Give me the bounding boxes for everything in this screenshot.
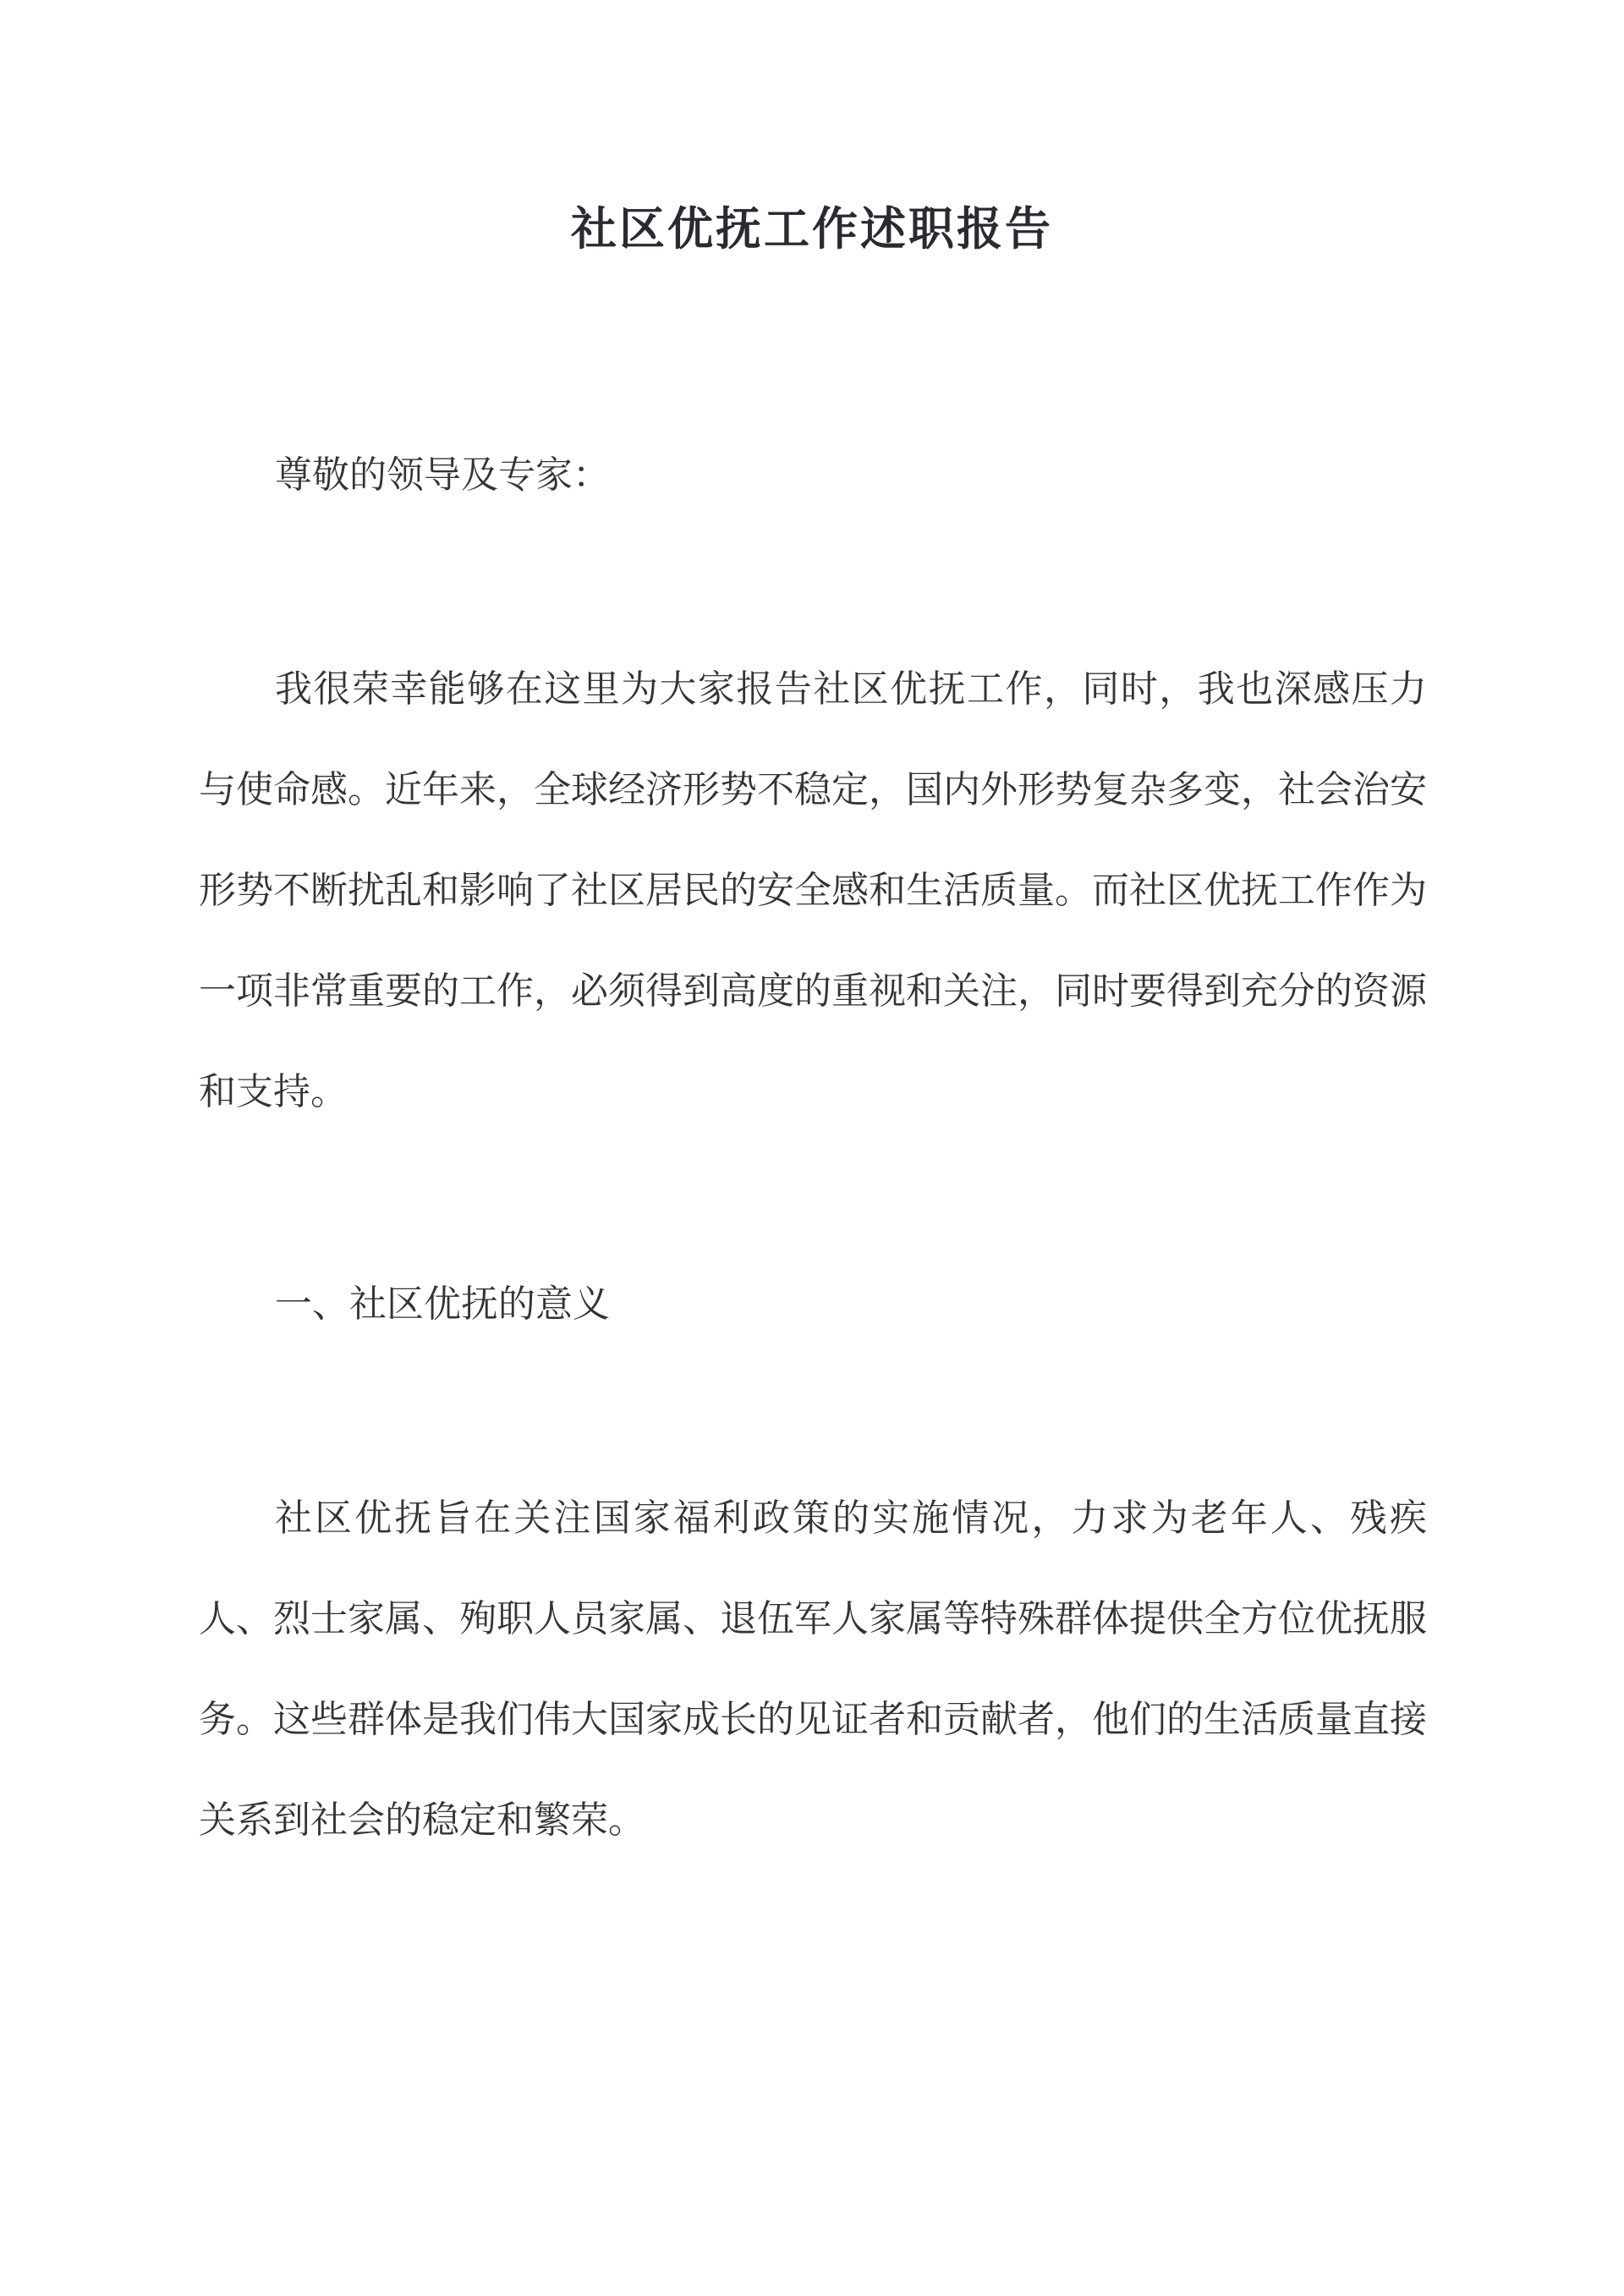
document-title: 社区优抚工作述职报告 — [571, 201, 1053, 255]
salutation: 尊敬的领导及专家： — [275, 453, 610, 497]
section-heading: 一、社区优抚的意义 — [275, 1283, 610, 1326]
section-paragraph: 社区优抚旨在关注国家福利政策的实施情况，力求为老年人、残疾人、烈士家属、殉职人员家属、退伍军人家属等特殊群体提供全方位优抚服务。这些群体是我们伟大国家成长的见证者和贡献者，他们的生活质量直接关系到社会的稳定和繁荣。 — [199, 1497, 1427, 1842]
intro-paragraph: 我很荣幸能够在这里为大家报告社区优抚工作，同时，我也深感压力与使命感。近年来，全球经济形势不稳定，国内外形势复杂多变，社会治安形势不断扰乱和影响了社区居民的安全感和生活质量。而社区优抚工作作为一项非常重要的工作，必须得到高度的重视和关注，同时要得到充分的资源和支持。 — [199, 667, 1427, 1113]
